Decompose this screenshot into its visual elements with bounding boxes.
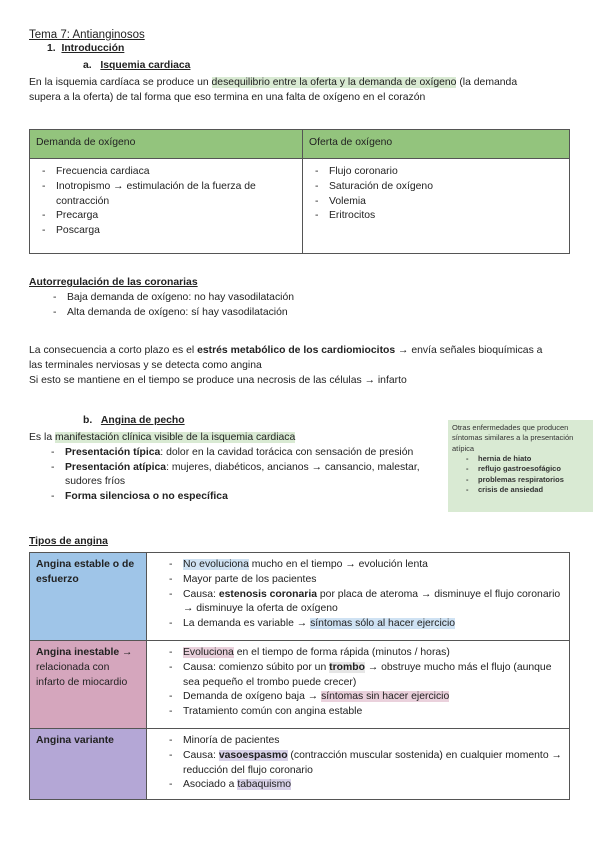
list-item: - Volemia [309, 195, 563, 210]
text-run: : mujeres, diabéticos, ancianos → cansancio, malestar, sudores fríos [65, 461, 420, 488]
text-run: : dolor en la cavidad torácica con sensación de presión [160, 446, 414, 458]
highlight: No evoluciona [183, 559, 249, 570]
text-run: (contracción muscular sostenida) en cualquier momento → reducción del flujo coronario [183, 749, 562, 776]
side-note-intro: Otras enfermedades que producen síntomas similares a la presentación atípica [452, 423, 574, 453]
text-run: Causa: [183, 749, 219, 761]
presentation-list [45, 446, 441, 505]
text-run: Causa: comienzo súbito por un [183, 661, 330, 673]
text-run: → obstruye mucho más el flujo (aunque sea pequeño el trombo puede crecer) [183, 661, 552, 688]
list-item [163, 588, 563, 618]
list-item [45, 490, 441, 505]
list-item [45, 461, 441, 491]
list-item: - Poscarga [36, 224, 296, 239]
bold-term: estenosis coronaria [218, 588, 317, 600]
supply-list [309, 165, 563, 224]
header-oferta: Oferta de oxígeno [303, 130, 570, 159]
list-item: - reflujo gastroesofágico [452, 464, 589, 474]
highlight-manifestacion: manifestación clínica visible de la isquemia cardiaca [55, 432, 296, 443]
type-detail-cell [147, 641, 570, 729]
list-item: - Flujo coronario [309, 165, 563, 180]
list-item: - Minoría de pacientes [163, 734, 563, 749]
paragraph-consecuencia [29, 344, 589, 388]
list-item: - Eritrocitos [309, 209, 563, 224]
type-detail-cell [147, 553, 570, 641]
list-item [163, 749, 563, 779]
list-item [163, 690, 563, 705]
autoregulation-block [29, 276, 589, 320]
text-run: La consecuencia a corto plazo es el [29, 345, 198, 356]
type-name: Angina inestable → [36, 647, 133, 658]
type-detail-cell [147, 729, 570, 800]
list-item: - Inotropismo → estimulación de la fuerza de contracción [36, 180, 296, 210]
type-detail-list [163, 734, 563, 793]
highlight: Evoluciona [183, 647, 234, 658]
type-subname: relacionada con infarto de miocardio [36, 661, 128, 688]
list-item: - Alta demanda de oxígeno: sí hay vasodilatación [47, 306, 589, 321]
bold-term: Presentación típica [65, 446, 161, 458]
text-run: La demanda es variable → [183, 618, 311, 630]
text-run: Demanda de oxígeno baja → [183, 691, 322, 703]
type-name-cell: Angina estable o de esfuerzo [30, 553, 147, 641]
list-item: - Saturación de oxígeno [309, 180, 563, 195]
sub-label: Isquemia cardiaca [100, 60, 191, 71]
text-line: las terminales nerviosas y se detecta como angina [29, 359, 262, 371]
type-name-cell [30, 641, 147, 729]
list-item: - problemas respiratorios [452, 475, 589, 485]
paragraph-isquemia [29, 76, 589, 106]
list-item: - hernia de hiato [452, 454, 589, 464]
table-row [30, 641, 570, 729]
list-item [163, 617, 563, 632]
side-note [448, 420, 593, 512]
bold-term: Presentación atípica [65, 461, 167, 473]
text-run: → envía señales bioquímicas a [395, 345, 543, 356]
side-note-list [452, 454, 589, 495]
highlight: síntomas sólo al hacer ejercicio [310, 618, 456, 630]
text-line: Si esto se mantiene en el tiempo se produce una necrosis de las células → infarto [29, 374, 407, 386]
bold-estres: estrés metabólico de los cardiomiocitos [197, 345, 396, 356]
text-run: Es la [29, 432, 55, 443]
angina-types-table [29, 552, 570, 800]
subheading-angina [83, 414, 185, 429]
text-run: mucho en el tiempo → evolución lenta [248, 559, 428, 570]
list-item [163, 778, 563, 793]
type-detail-list [163, 558, 563, 632]
text-run: en el tiempo de forma rápida (minutos / horas) [233, 647, 450, 658]
table-row [30, 553, 570, 641]
list-item: - Precarga [36, 209, 296, 224]
bold-term: Forma silenciosa o no específica [65, 491, 228, 503]
list-item: - crisis de ansiedad [452, 485, 589, 495]
sub-number: a. [83, 60, 92, 71]
list-item: - Mayor parte de los pacientes [163, 573, 563, 588]
supply-cell [303, 159, 570, 254]
list-item [163, 646, 563, 661]
list-item: - Frecuencia cardiaca [36, 165, 296, 180]
text-run: Causa: [183, 588, 219, 600]
highlight: síntomas sin hacer ejercicio [321, 691, 450, 703]
subheading-isquemia [83, 59, 190, 74]
table-row [30, 729, 570, 800]
text-run: por placa de ateroma → disminuye el flujo coronario → disminuye la oferta de oxígeno [183, 588, 561, 615]
list-item [45, 446, 441, 461]
oxygen-table [29, 129, 570, 254]
list-item: - Tratamiento común con angina estable [163, 705, 563, 720]
section-heading-intro [47, 42, 124, 57]
demand-list [36, 165, 296, 239]
tipos-title: Tipos de angina [29, 536, 108, 547]
sub-label: Angina de pecho [100, 415, 185, 426]
text-run: En la isquemia cardíaca se produce un [29, 77, 212, 88]
list-item [163, 558, 563, 573]
sub-number: b. [83, 415, 93, 426]
text-line: supera a la oferta) de tal forma que eso termina en una falta de oxígeno en el corazón [29, 91, 426, 103]
bold-term: vasoespasmo [218, 749, 288, 761]
text-run: (la demanda [456, 77, 518, 88]
autoregulation-title: Autorregulación de las coronarias [29, 277, 198, 288]
page-title: Tema 7: Antianginosos [29, 29, 145, 41]
section-number: 1. [47, 43, 56, 54]
list-item: - Baja demanda de oxígeno: no hay vasodilatación [47, 291, 589, 306]
section-label: Introducción [61, 43, 125, 54]
list-item [163, 661, 563, 691]
highlight: tabaquismo [237, 779, 292, 791]
header-demanda: Demanda de oxígeno [30, 130, 303, 159]
text-run: Asociado a [183, 779, 238, 791]
autoregulation-list [47, 291, 589, 321]
bold-term: trombo [329, 661, 365, 673]
demand-cell [30, 159, 303, 254]
type-detail-list [163, 646, 563, 720]
angina-block [29, 431, 441, 505]
highlight-desequilibrio: desequilibrio entre la oferta y la demanda de oxígeno [211, 77, 457, 88]
type-name-cell: Angina variante [30, 729, 147, 800]
